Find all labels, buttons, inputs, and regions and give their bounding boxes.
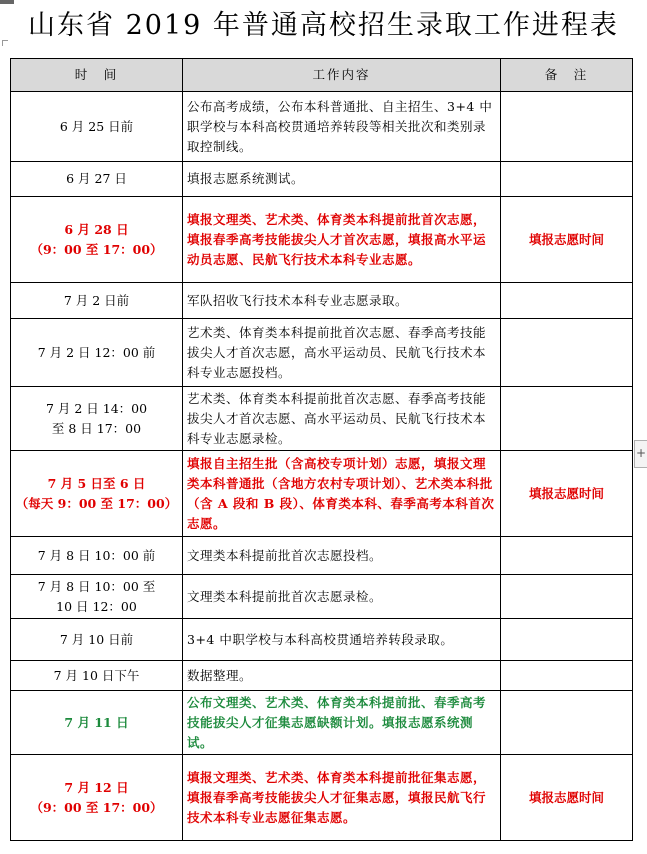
table-row xyxy=(11,319,633,387)
note-cell xyxy=(501,619,633,661)
time-line: 至 8 日 17：00 xyxy=(51,420,142,436)
schedule-table xyxy=(10,58,633,841)
note-cell xyxy=(501,691,633,755)
time-cell xyxy=(11,92,183,162)
time-line: 7 月 2 日 14：00 xyxy=(45,400,148,416)
table-row xyxy=(11,755,633,841)
time-cell xyxy=(11,197,183,283)
time-line: 7 月 2 日前 xyxy=(63,292,130,308)
note-cell: 填报志愿时间 xyxy=(501,755,633,841)
time-line: 7 月 12 日 xyxy=(64,779,129,795)
time-line: 7 月 5 日至 6 日 xyxy=(47,475,146,491)
table-row xyxy=(11,197,633,283)
content-cell: 填报文理类、艺术类、体育类本科提前批首次志愿，填报春季高考技能拔尖人才首次志愿，填报高水平运动员志愿、民航飞行技术本科专业志愿。 xyxy=(183,197,501,283)
table-row xyxy=(11,661,633,691)
note-cell xyxy=(501,387,633,451)
table-row xyxy=(11,451,633,537)
time-cell xyxy=(11,691,183,755)
time-line: （9：00 至 17：00） xyxy=(30,799,163,815)
table-header-row xyxy=(11,59,633,92)
note-cell xyxy=(501,575,633,619)
time-cell xyxy=(11,619,183,661)
content-cell: 公布高考成绩，公布本科普通批、自主招生、3+4 中职学校与本科高校贯通培养转段等相关批次和类别录取控制线。 xyxy=(183,92,501,162)
table-row xyxy=(11,575,633,619)
time-cell xyxy=(11,319,183,387)
time-cell xyxy=(11,661,183,691)
time-line: 7 月 8 日 10：00 前 xyxy=(37,547,156,563)
note-cell xyxy=(501,537,633,575)
time-line: 7 月 2 日 12：00 前 xyxy=(37,344,156,360)
corner-mark xyxy=(0,0,14,4)
time-cell xyxy=(11,283,183,319)
time-line: 7 月 10 日下午 xyxy=(53,667,140,683)
content-cell: 数据整理。 xyxy=(183,661,501,691)
content-cell: 文理类本科提前批首次志愿录检。 xyxy=(183,575,501,619)
note-cell xyxy=(501,661,633,691)
content-cell: 军队招收飞行技术本科专业志愿录取。 xyxy=(183,283,501,319)
content-cell: 3+4 中职学校与本科高校贯通培养转段录取。 xyxy=(183,619,501,661)
header-time: 时 间 xyxy=(11,59,183,92)
time-cell xyxy=(11,387,183,451)
time-line: 10 日 12：00 xyxy=(56,598,137,614)
table-row xyxy=(11,691,633,755)
time-line: 6 月 28 日 xyxy=(64,221,129,237)
header-note: 备 注 xyxy=(501,59,633,92)
note-cell xyxy=(501,92,633,162)
header-content: 工作内容 xyxy=(183,59,501,92)
table-row xyxy=(11,162,633,197)
time-line: （每天 9：00 至 17：00） xyxy=(15,495,178,511)
note-cell xyxy=(501,283,633,319)
note-cell: 填报志愿时间 xyxy=(501,451,633,537)
content-cell: 艺术类、体育类本科提前批首次志愿、春季高考技能拔尖人才首次志愿，高水平运动员、民航飞行技术本科专业志愿投档。 xyxy=(183,319,501,387)
table-row xyxy=(11,283,633,319)
content-cell: 艺术类、体育类本科提前批首次志愿、春季高考技能拔尖人才首次志愿、高水平运动员、民航飞行技术本科专业志愿录检。 xyxy=(183,387,501,451)
content-cell: 填报文理类、艺术类、体育类本科提前批征集志愿，填报春季高考技能拔尖人才征集志愿，填报民航飞行技术本科专业志愿征集志愿。 xyxy=(183,755,501,841)
time-line: 7 月 8 日 10：00 至 xyxy=(37,578,156,594)
content-cell: 公布文理类、艺术类、体育类本科提前批、春季高考技能拔尖人才征集志愿缺额计划。填报志愿系统测试。 xyxy=(183,691,501,755)
time-cell xyxy=(11,451,183,537)
table-row xyxy=(11,537,633,575)
table-row xyxy=(11,92,633,162)
content-cell: 文理类本科提前批首次志愿投档。 xyxy=(183,537,501,575)
time-line: 7 月 11 日 xyxy=(64,714,129,730)
time-cell xyxy=(11,162,183,197)
time-line: 6 月 27 日 xyxy=(66,171,127,186)
time-line: 7 月 10 日前 xyxy=(59,631,134,647)
note-cell xyxy=(501,319,633,387)
time-line: （9：00 至 17：00） xyxy=(30,241,163,257)
note-cell xyxy=(501,162,633,197)
table-row xyxy=(11,387,633,451)
table-row xyxy=(11,619,633,661)
time-cell xyxy=(11,537,183,575)
note-cell: 填报志愿时间 xyxy=(501,197,633,283)
content-cell: 填报志愿系统测试。 xyxy=(183,162,501,197)
content-cell: 填报自主招生批（含高校专项计划）志愿，填报文理类本科普通批（含地方农村专项计划）、艺术类本科批（含 A 段和 B 段）、体育类本科、春季高考本科首次志愿。 xyxy=(183,451,501,537)
time-line: 6 月 25 日前 xyxy=(59,118,134,134)
expand-handle-icon[interactable]: + xyxy=(634,440,647,468)
time-cell xyxy=(11,755,183,841)
time-cell xyxy=(11,575,183,619)
page-title: 山东省 2019 年普通高校招生录取工作进程表 xyxy=(28,10,619,41)
